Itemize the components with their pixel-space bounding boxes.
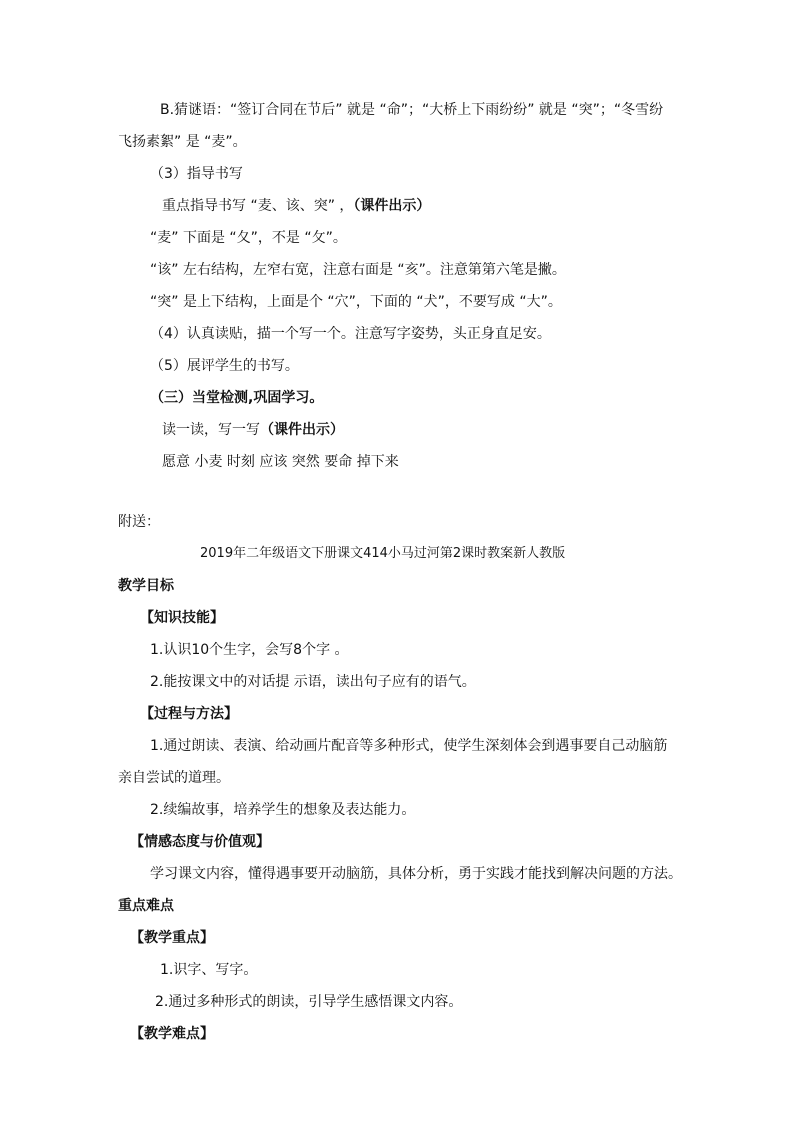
process-item-1: 1.通过朗读、表演、给动画片配音等多种形式，使学生深刻体会到遇事要自己动脑筋 (150, 738, 668, 754)
goal-item-1: 1.认识10个生字，会写8个字 。 (150, 642, 349, 658)
read-write-text: 读一读，写一写 (162, 422, 260, 438)
vocab-list: 愿意 小麦 时刻 应该 突然 要命 掉下来 (162, 454, 399, 470)
writing-focus-line (162, 196, 430, 216)
riddle-line-1: B.猜谜语：“签订合同在节后” 就是 “命”；“大桥上下雨纷纷” 就是 “突”；“冬雪纷 (160, 102, 664, 118)
attitudes-text: 学习课文内容，懂得遇事要开动脑筋，具体分析，勇于实践才能找到解决问题的方法。 (150, 866, 682, 882)
heading-teaching-goals: 教学目标 (118, 578, 174, 594)
appendix-title: 2019年二年级语文下册课文414小马过河第2课时教案新人教版 (200, 546, 566, 561)
step-5-line: （5）展评学生的书写。 (150, 358, 299, 374)
writing-focus-text: 重点指导书写 “麦、该、突” ， (162, 198, 354, 214)
heading-knowledge-skills: 【知识技能】 (140, 610, 224, 626)
gai-note: “该” 左右结构，左窄右宽，注意右面是 “亥”。注意第第六笔是撇。 (150, 262, 566, 278)
read-write-line (162, 420, 344, 440)
heading-attitudes-values: 【情感态度与价值观】 (130, 834, 270, 850)
mai-note: “麦” 下面是 “夂”，不是 “攵”。 (150, 230, 347, 246)
process-item-2: 2.续编故事，培养学生的想象及表达能力。 (150, 802, 416, 818)
focus-item-1: 1.识字、写字。 (160, 962, 258, 978)
riddle-line-2: 飞扬素絮” 是 “麦”。 (118, 134, 247, 150)
goal-item-2: 2.能按课文中的对话提 示语，读出句子应有的语气。 (150, 674, 476, 690)
step-3-heading: （3）指导书写 (150, 166, 243, 182)
tu-note: “突” 是上下结构，上面是个 “穴”，下面的 “犬”，不要写成 “大”。 (150, 294, 562, 310)
heading-teaching-focus: 【教学重点】 (130, 930, 214, 946)
process-item-1-cont: 亲自尝试的道理。 (118, 770, 230, 786)
heading-process-methods: 【过程与方法】 (140, 706, 238, 722)
step-4-line: （4）认真读贴，描一个写一个。注意写字姿势，头正身直足安。 (150, 326, 551, 342)
appendix-label: 附送： (118, 514, 160, 530)
courseware-note-2: （课件出示） (260, 422, 344, 438)
section-3-heading: （三）当堂检测,巩固学习。 (150, 390, 324, 406)
courseware-note: （课件出示） (353, 198, 431, 214)
focus-item-2: 2.通过多种形式的朗读，引导学生感悟课文内容。 (155, 994, 463, 1010)
heading-teaching-difficulty: 【教学难点】 (130, 1026, 214, 1042)
heading-key-points: 重点难点 (118, 898, 174, 914)
